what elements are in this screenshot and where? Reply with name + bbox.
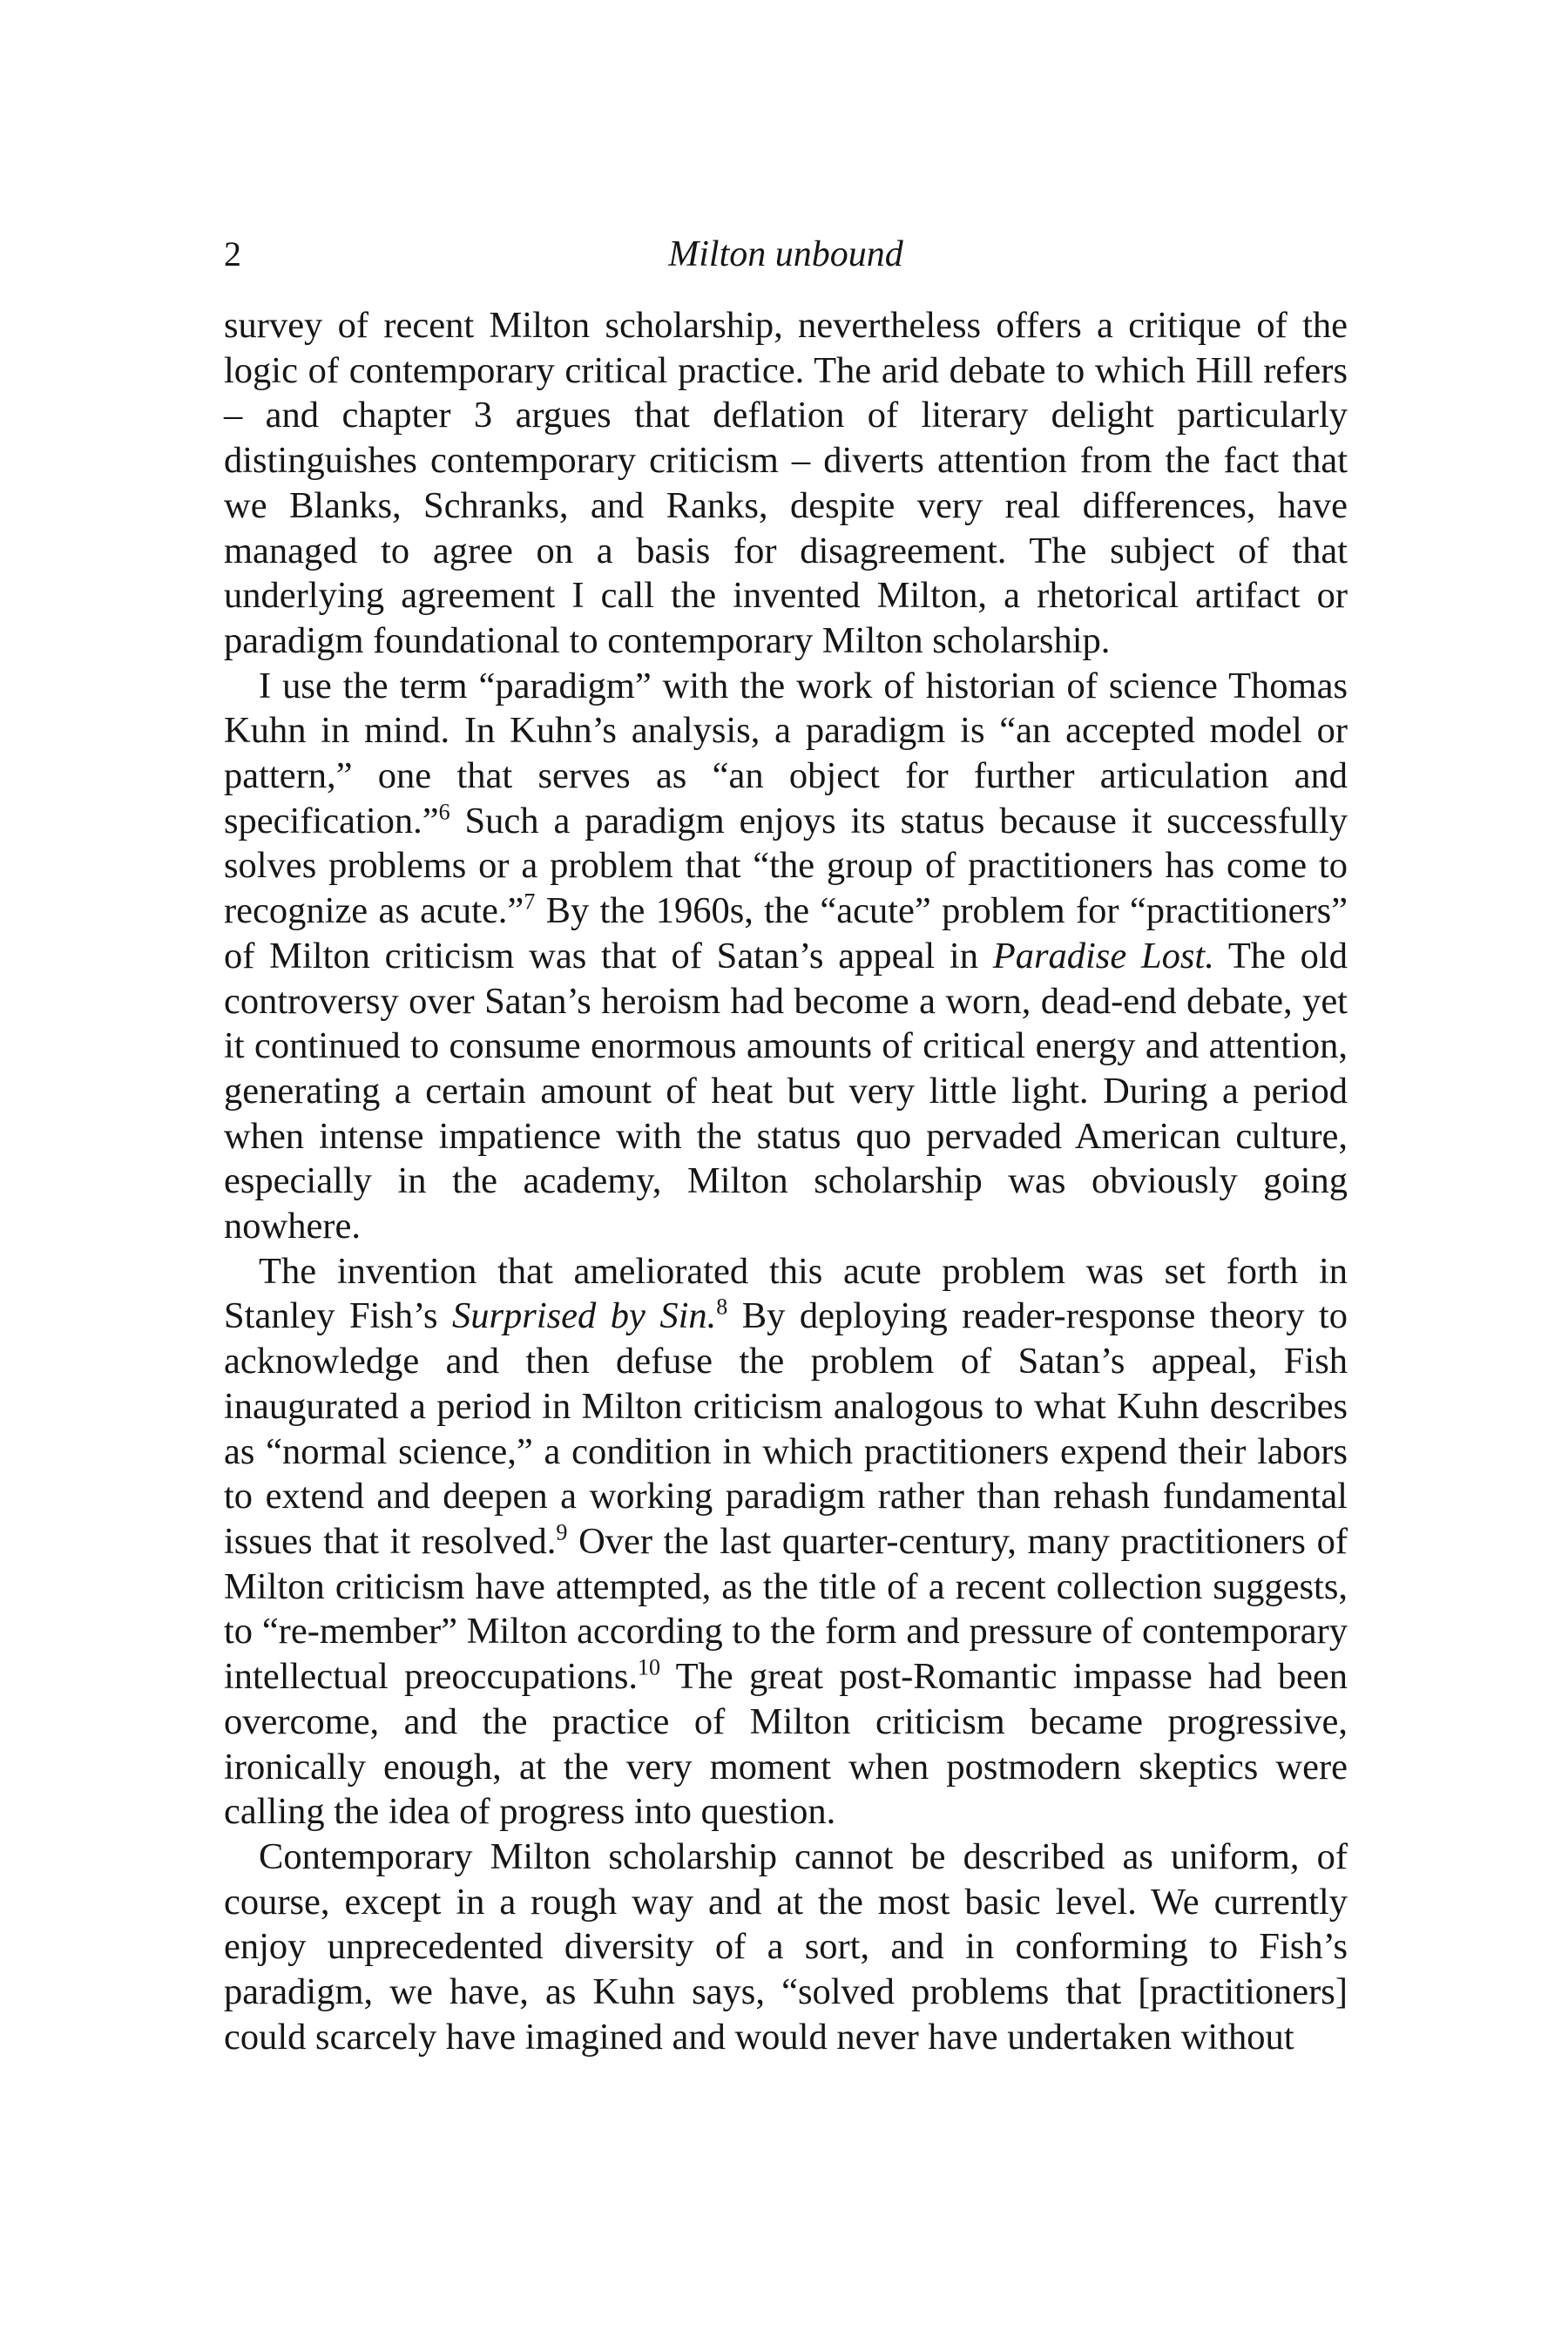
text-run: survey of recent Milton scholarship, nevertheless offers a critique of the logic of contemporary critical practice. The arid debate to which Hill refers – and chapter 3 argues that deflation of literary delight particularly distinguishes contemporary criticism – diverts attention from the fact that we Blanks, Schranks, and Ranks, despite very real differences, have managed to agree on a basis for disagreement. The subject of that underlying agreement I call the invented Milton, a rhetorical artifact or paradigm foundational to contemporary Milton scholarship. bbox=[224, 305, 1348, 661]
paragraph bbox=[224, 303, 1348, 664]
footnote-ref: 8 bbox=[716, 1294, 728, 1320]
paragraph bbox=[224, 1249, 1348, 1835]
running-head bbox=[224, 228, 1348, 280]
running-title: Milton unbound bbox=[668, 234, 903, 274]
text-run: The old controversy over Satan’s heroism had become a worn, dead-end debate, yet it continued to consume enormous amounts of critical energy and attention, generating a certain amount of heat but very little light. During a period when intense impatience with the status quo pervaded American culture, especially in the academy, Milton scholarship was obviously going nowhere. bbox=[224, 935, 1348, 1247]
paragraph bbox=[224, 664, 1348, 1249]
footnote-ref: 7 bbox=[524, 889, 536, 915]
footnote-ref: 9 bbox=[556, 1519, 568, 1545]
italic-title: Paradise Lost. bbox=[992, 935, 1214, 977]
footnote-ref: 10 bbox=[638, 1654, 661, 1680]
footnote-ref: 6 bbox=[438, 799, 450, 825]
page-number: 2 bbox=[224, 234, 241, 274]
text-run: Over the last quarter-century, many practitioners of Milton criticism have attempted, as the title of a recent collection suggests, to “re-member” Milton according to the form and pressure of contemporary intellectual preoccupations. bbox=[224, 1520, 1348, 1698]
body-text bbox=[224, 303, 1348, 2059]
text-run: The invention that ameliorated this acute problem was set forth in Stanley Fish’s bbox=[224, 1250, 1348, 1337]
text-run: I use the term “paradigm” with the work of historian of science Thomas Kuhn in mind. In Kuhn’s analysis, a paradigm is “an accepted model or pattern,” one that serves as “an object for further articulation and specification.” bbox=[224, 665, 1348, 841]
text-run: By the 1960s, the “acute” problem for “practitioners” of Milton criticism was that of Satan’s appeal in bbox=[224, 890, 1348, 977]
text-run: Such a paradigm enjoys its status because it successfully solves problems or a problem that “the group of practitioners has come to recognize as acute.” bbox=[224, 800, 1348, 932]
text-run: The great post-Romantic impasse had been overcome, and the practice of Milton criticism became progressive, ironically enough, at the very moment when postmodern skeptics were calling the idea of progress into question. bbox=[224, 1656, 1348, 1833]
text-run: By deploying reader-response theory to acknowledge and then defuse the problem of Satan’s appeal, Fish inaugurated a period in Milton criticism analogous to what Kuhn describes as “normal science,” a condition in which practitioners expend their labors to extend and deepen a working paradigm rather than rehash fundamental issues that it resolved. bbox=[224, 1295, 1348, 1562]
italic-title: Surprised by Sin. bbox=[452, 1295, 717, 1337]
text-run: Contemporary Milton scholarship cannot be described as uniform, of course, except in a rough way and at the most basic level. We currently enjoy unprecedented diversity of a sort, and in conforming to Fish’s paradigm, we have, as Kuhn says, “solved problems that [practitioners] could scarcely have imagined and would never have undertaken without bbox=[224, 1835, 1348, 2058]
paragraph bbox=[224, 1835, 1348, 2060]
